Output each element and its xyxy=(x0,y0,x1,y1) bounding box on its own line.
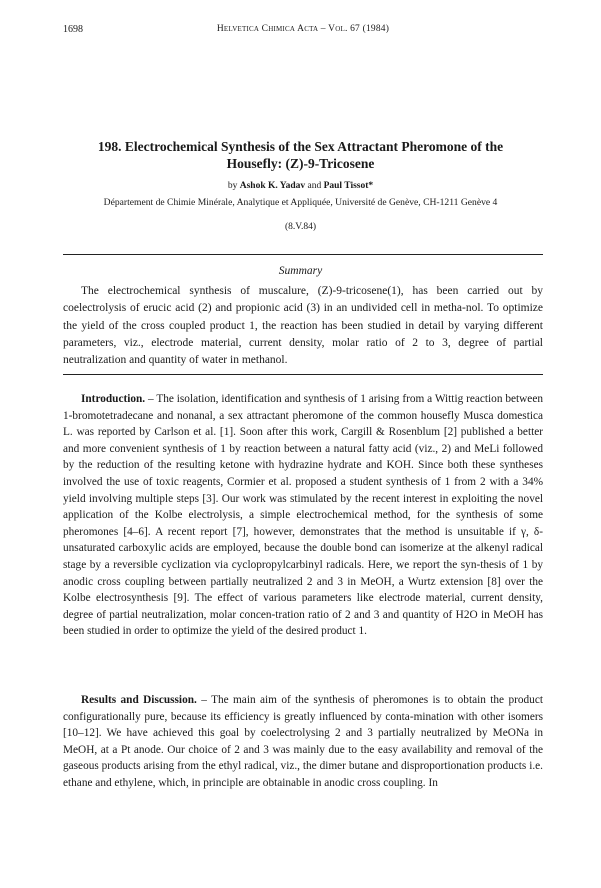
results-text: The main aim of the synthesis of pheromones is to obtain the product configurationally pure, because its efficiency is greatly influenced by conta-mination with other isomers [10–12]. We have achieved this goal by coelectrolysing 2 and 3 partially neutralized by MeONa in MeOH, at a Pt anode. Our choice of 2 and 3 was mainly due to the easy availability and removal of the gaseous products arising from the ethyl radical, viz., the dimer butane and disproportionation products i.e. ethane and ethylene, which, in principle are obtainable in anodic cross coupling. In xyxy=(63,694,543,789)
summary-bottom-rule xyxy=(63,374,543,375)
author-2: Paul Tissot* xyxy=(323,181,374,191)
by-word: by xyxy=(227,181,238,191)
introduction-paragraph xyxy=(63,391,543,640)
running-head xyxy=(63,24,543,38)
introduction-text: The isolation, identification and synthesis of 1 arising from a Wittig reaction between 1-bromotetradecane and nonanal, a sex attractant pheromone of the common housefly Musca domestica L. was reported by Carlson et al. [1]. Soon after this work, Cargill & Rosenblum [2] published a better and more convenient synthesis of 1 by reaction between a natural fatty acid (viz., 2) and MeLi followed by the reduction of the resulting ketone with hydrazine hydrate and KOH. Since both these syntheses involved the use of toxic reagents, Cormier et al. proposed a student synthesis of 1 from 2 with a 34% yield involving multiple steps [3]. Our work was stimulated by the recent interest in exploiting the novel application of the Kolbe electrolysis, a simple electrochemical method, for the synthesis of some pheromones [4–6]. A recent report [7], however, demonstrates that the method is unsuitable if γ, δ-unsaturated carboxylic acids are employed, because the double bond can isomerize at the alkenyl radical stage by a reversible cyclization via cyclopropylcarbinyl radicals. Here, we report the syn-thesis of 1 by anodic cross coupling between partially neutralized 2 and 3 in MeOH, a Wurtz extension [8] over the Kolbe electrosynthesis [9]. The effect of various parameters like electrode material, current density, degree of partial neutralization, molar concen-tration ratio of 2 and 3 and quantity of H2O in MeOH has been studied in order to optimize the yield of the desired product 1. xyxy=(63,393,543,638)
journal-name: Helvetica Chimica Acta – Vol. 67 (1984) xyxy=(216,24,390,34)
summary-heading: Summary xyxy=(278,265,323,277)
dash: – xyxy=(201,694,212,706)
author-line xyxy=(60,181,541,191)
results-heading: Results and Discussion. xyxy=(81,694,197,706)
author-1: Ashok K. Yadav xyxy=(239,181,306,191)
page-number: 1698 xyxy=(63,24,83,35)
results-paragraph xyxy=(63,692,543,792)
summary-top-rule xyxy=(63,254,543,255)
title-line-2: Housefly: (Z)-9-Tricosene xyxy=(226,156,375,171)
received-date: (8.V.84) xyxy=(285,222,316,232)
title-line-1: 198. Electrochemical Synthesis of the Sex Attractant Pheromone of the xyxy=(97,139,504,154)
affiliation: Département de Chimie Minérale, Analytique et Appliquée, Université de Genève, CH-1211 Genève 4 xyxy=(103,197,498,208)
and-word: and xyxy=(307,181,322,191)
introduction-heading: Introduction. xyxy=(81,393,146,405)
dash: – xyxy=(148,393,157,405)
article-title xyxy=(60,138,541,172)
summary-text: The electrochemical synthesis of muscalure, (Z)-9-tricosene(1), has been carried out by coelectrolysis of erucic acid (2) and propionic acid (3) in an undivided cell in metha-nol. To optimize the yield of the cross coupled product 1, the reaction has been studied in detail by varying different parameters, viz., electrode material, current density, molar ratio of 2 to 3, degree of partial neutralization and quantity of water in methanol. xyxy=(63,285,543,367)
